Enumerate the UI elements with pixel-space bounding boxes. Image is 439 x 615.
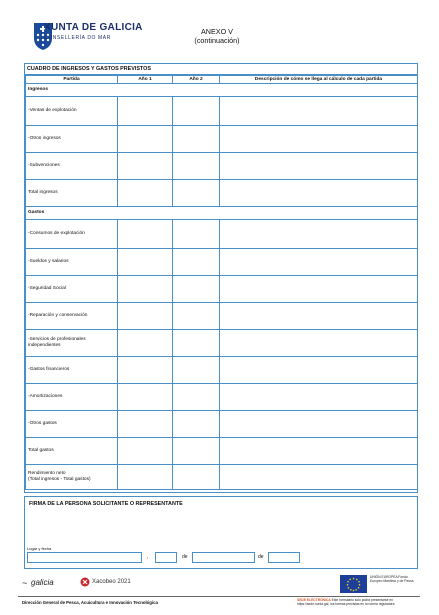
section-expenses-label: Gastos — [26, 207, 418, 220]
row-label: Total gastos — [26, 438, 118, 465]
row-label: -Otros ingresos — [26, 126, 118, 153]
year2-cell[interactable] — [173, 465, 220, 490]
description-cell[interactable] — [220, 180, 418, 207]
table-caption: CUADRO DE INGRESOS Y GASTOS PREVISTOS — [25, 64, 417, 75]
row-label: -Otros gastos — [26, 411, 118, 438]
year2-cell[interactable] — [173, 438, 220, 465]
galicia-logo-icon: ~ — [22, 578, 28, 588]
description-cell[interactable] — [220, 465, 418, 490]
footer-department: Dirección General de Pesca, Acuicultura e Innovación Tecnológica — [22, 600, 158, 605]
year1-cell[interactable] — [118, 220, 173, 249]
year1-cell[interactable] — [118, 303, 173, 330]
table-row — [26, 126, 418, 153]
signature-title: FIRMA DE LA PERSONA SOLICITANTE O REPRESENTANTE — [29, 501, 183, 507]
year2-cell[interactable] — [173, 357, 220, 384]
year2-cell[interactable] — [173, 220, 220, 249]
galicia-logo-text: galicia — [31, 578, 54, 587]
table-row — [26, 303, 418, 330]
table-row — [26, 465, 418, 490]
org-name: XUNTA DE GALICIA — [44, 22, 143, 33]
footer-divider — [18, 596, 420, 597]
section-income-label: Ingresos — [26, 84, 418, 97]
signature-section — [24, 496, 418, 569]
year1-cell[interactable] — [118, 249, 173, 276]
table-row — [26, 249, 418, 276]
footer-notice — [297, 598, 421, 606]
year2-cell[interactable] — [173, 97, 220, 126]
description-cell[interactable] — [220, 276, 418, 303]
table-row — [26, 97, 418, 126]
year1-cell[interactable] — [118, 438, 173, 465]
year1-cell[interactable] — [118, 330, 173, 357]
table-row — [26, 438, 418, 465]
year2-cell[interactable] — [173, 180, 220, 207]
row-label: -Gastos financieros — [26, 357, 118, 384]
col-header-description: Descripción de cómo se llega al cálculo de cada partida — [220, 76, 418, 84]
footer-notice-text: Este formulario solo podrá presentarse en https://sede.xunta.gal, los formas previstas en la norma reguladora — [297, 598, 395, 606]
description-cell[interactable] — [220, 438, 418, 465]
eu-flag-icon — [340, 575, 367, 593]
table-row — [26, 180, 418, 207]
year1-cell[interactable] — [118, 180, 173, 207]
description-cell[interactable] — [220, 411, 418, 438]
year2-cell[interactable] — [173, 126, 220, 153]
description-cell[interactable] — [220, 97, 418, 126]
row-label: -Sueldos y salarios — [26, 249, 118, 276]
comma-separator: , — [147, 554, 149, 560]
table-row — [26, 330, 418, 357]
place-input[interactable] — [27, 552, 142, 563]
year2-cell[interactable] — [173, 411, 220, 438]
row-label: -Ventas de explotación — [26, 97, 118, 126]
row-label: Total ingresos — [26, 180, 118, 207]
income-expense-grid — [25, 75, 418, 490]
description-cell[interactable] — [220, 220, 418, 249]
year-input[interactable] — [268, 552, 300, 563]
row-label: -Servicios de profesionales independientes — [26, 330, 118, 357]
description-cell[interactable] — [220, 357, 418, 384]
year1-cell[interactable] — [118, 357, 173, 384]
table-row — [26, 153, 418, 180]
row-label: -Consumos de explotación — [26, 220, 118, 249]
row-label: -Amortizaciones — [26, 384, 118, 411]
description-cell[interactable] — [220, 384, 418, 411]
col-header-year1: Año 1 — [118, 76, 173, 84]
row-label — [26, 465, 118, 490]
net-yield-formula: (Total ingresos - Total gastos) — [28, 477, 91, 482]
row-label: -Reparación y conservación — [26, 303, 118, 330]
eu-fund-text: UNIÓN EUROPEA Fondo Europeo Marítimo y de Pesca — [370, 575, 414, 583]
year1-cell[interactable] — [118, 97, 173, 126]
year2-cell[interactable] — [173, 153, 220, 180]
table-row — [26, 84, 418, 97]
year1-cell[interactable] — [118, 465, 173, 490]
table-row — [26, 207, 418, 220]
col-header-partida: Partida — [26, 76, 118, 84]
description-cell[interactable] — [220, 249, 418, 276]
table-row — [26, 276, 418, 303]
year1-cell[interactable] — [118, 276, 173, 303]
annex-title-main: ANEXO V — [201, 27, 233, 36]
footer-notice-highlight: SEDE ELECTRÓNICA — [297, 598, 331, 602]
year2-cell[interactable] — [173, 330, 220, 357]
day-input[interactable] — [155, 552, 177, 563]
col-header-year2: Año 2 — [173, 76, 220, 84]
de-separator-1: de — [182, 554, 188, 560]
description-cell[interactable] — [220, 126, 418, 153]
description-cell[interactable] — [220, 330, 418, 357]
row-label: -Seguridad Social — [26, 276, 118, 303]
description-cell[interactable] — [220, 303, 418, 330]
xacobeo-logo-text: Xacobeo 2021 — [92, 579, 131, 585]
place-date-label: Lugar y fecha — [27, 546, 52, 551]
income-expense-table — [24, 63, 418, 493]
month-input[interactable] — [192, 552, 255, 563]
year2-cell[interactable] — [173, 384, 220, 411]
year2-cell[interactable] — [173, 276, 220, 303]
annex-title-sub: (continuación) — [194, 36, 240, 45]
year1-cell[interactable] — [118, 384, 173, 411]
annex-title — [176, 27, 258, 45]
table-row — [26, 220, 418, 249]
year1-cell[interactable] — [118, 411, 173, 438]
year2-cell[interactable] — [173, 249, 220, 276]
table-row — [26, 384, 418, 411]
xacobeo-logo-icon — [80, 577, 90, 587]
year1-cell[interactable] — [118, 126, 173, 153]
net-yield-label: Rendimiento neto — [28, 471, 66, 476]
table-row — [26, 357, 418, 384]
description-cell[interactable] — [220, 153, 418, 180]
row-label: -Subvenciones — [26, 153, 118, 180]
year2-cell[interactable] — [173, 303, 220, 330]
de-separator-2: de — [258, 554, 264, 560]
year1-cell[interactable] — [118, 153, 173, 180]
table-row — [26, 411, 418, 438]
org-department: CONSELLERÍA DO MAR — [44, 35, 111, 41]
